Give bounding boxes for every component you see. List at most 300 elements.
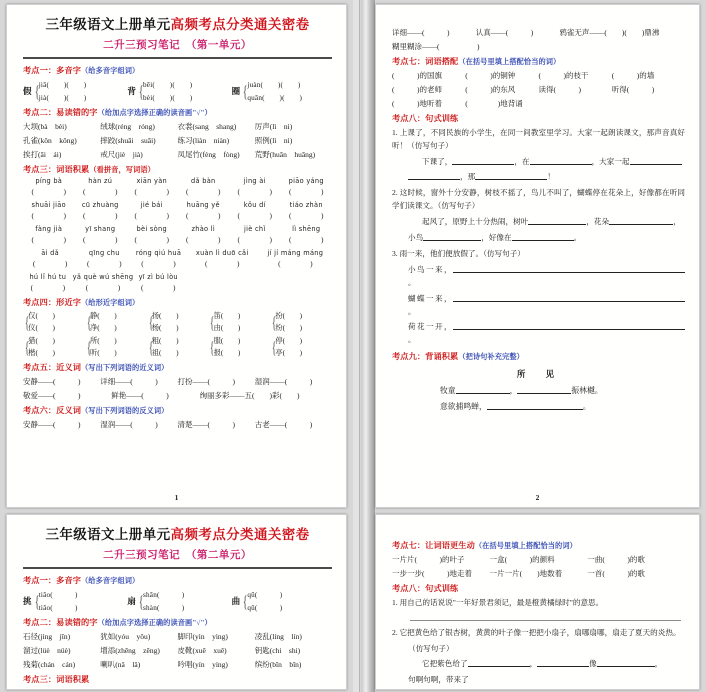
question-2-answer-line-1 — [392, 658, 685, 671]
polyphone-reading: jiǎ( )( ) — [38, 80, 87, 89]
pinyin-row — [23, 249, 332, 269]
pinyin-text: jiè chǐ — [243, 225, 266, 234]
similar-char-pair — [208, 336, 270, 358]
vivid-word-item[interactable]: 一盒( )的颜料 — [489, 554, 555, 564]
similar-char-entry[interactable]: 楷( ) — [28, 348, 55, 358]
page-title-black: 三年级语文上册单元 — [45, 17, 171, 32]
question-2-answer-line-1: 起风了，原野上十分热闹，树叶 ，花朵 ， — [422, 217, 681, 227]
brace-icon: { — [243, 591, 248, 611]
vivid-word-item[interactable]: 一曲( )的歌 — [587, 554, 645, 564]
synonym-item[interactable]: 湿润——( ) — [254, 377, 313, 387]
pinyin-cell — [75, 177, 127, 197]
vivid-word-item[interactable]: 一首( )的歌 — [587, 568, 645, 578]
collocation-item[interactable]: ( )的枝干 — [538, 70, 589, 80]
page-number: 1 — [174, 493, 179, 502]
similar-char-pair — [85, 336, 147, 358]
pinyin-text: lì shēng — [292, 225, 321, 234]
pronunciation-item: 残菊(chán cán) — [23, 659, 76, 669]
answer-blank[interactable]: ( ) — [186, 211, 221, 221]
section-heading-3 — [23, 165, 332, 175]
answer-blank[interactable]: ( ) — [140, 283, 176, 293]
poem-sep: ， — [509, 386, 518, 396]
similar-char-pair — [147, 336, 209, 358]
pinyin-text: cū zhuàng — [81, 201, 119, 210]
page-slot-2 — [353, 0, 706, 510]
pinyin-text: fàng jià — [35, 225, 63, 234]
section-1-hint: （给多音字组词） — [81, 576, 140, 585]
section-heading-2 — [23, 108, 332, 118]
brace-icon: { — [34, 591, 39, 611]
pinyin-cell-empty — [233, 273, 283, 293]
page-subtitle: 二升三预习笔记 （第二单元） — [103, 549, 252, 561]
polyphone-readings — [39, 80, 87, 103]
section-6-title: 考点六：反义词 — [23, 406, 82, 416]
section-heading-1 — [23, 66, 332, 76]
answer-blank[interactable] — [456, 385, 510, 394]
answer-blank[interactable]: ( ) — [278, 259, 313, 269]
page-3 — [6, 514, 347, 690]
brace-icon: { — [148, 312, 153, 332]
pinyin-text: yī zì bú lòu — [138, 273, 178, 282]
pronunciation-item: 缤纷(bīn bīn) — [254, 659, 302, 669]
antonym-row-cont — [392, 41, 685, 52]
viewer-left-edge — [353, 0, 360, 510]
polyphone-reading: tiāo( ) — [38, 590, 78, 599]
pinyin-text: xiān yàn — [136, 177, 168, 186]
collocation-item[interactable]: 听得( ) — [611, 84, 655, 94]
similar-char-entry[interactable]: 猎( ) — [28, 336, 55, 346]
pronunciation-row — [23, 631, 332, 642]
section-heading-4 — [23, 298, 332, 308]
collocation-item-empty — [539, 98, 612, 109]
pinyin-row — [23, 177, 332, 197]
answer-prefix: 小鸟 — [408, 233, 424, 243]
page-gutter-shadow — [361, 0, 375, 510]
answer-blank[interactable] — [537, 658, 589, 667]
polyphone-reading: juàn( )( ) — [247, 80, 301, 89]
antonym-row-cont — [392, 27, 685, 38]
antonym-item[interactable]: 鸦雀无声——( )( )鼎沸 — [559, 28, 660, 37]
page-title — [23, 17, 332, 34]
question-2: 2. 这时候，窗外十分安静，树枝不摇了，鸟儿不叫了，蝴蝶停在花朵上，好像都在听同学们读课文。（仿写句子） — [392, 188, 685, 211]
section-5-hint: （写出下列词语的近义词） — [81, 364, 169, 373]
pinyin-cell — [126, 225, 178, 245]
section-heading-8 — [392, 584, 685, 594]
similar-char-entry[interactable]: 祖( ) — [151, 348, 179, 358]
pinyin-text: kǒu dí — [243, 201, 266, 210]
antonym-item[interactable]: 安静——( ) — [23, 419, 81, 429]
pinyin-cell — [178, 177, 230, 197]
page-subtitle: 二升三预习笔记 （第一单元） — [103, 39, 252, 51]
page-slot-1 — [0, 0, 353, 510]
pinyin-cell — [229, 177, 281, 197]
page-4 — [375, 514, 700, 690]
pinyin-text: hú lǐ hú tu — [29, 273, 67, 282]
polyphone-char: 挑 — [23, 596, 32, 607]
section-heading-7 — [392, 57, 685, 67]
answer-blank[interactable]: ( ) — [31, 211, 66, 221]
antonym-item[interactable]: 清楚——( ) — [177, 419, 235, 429]
question-3: 3. 雨一来，他们便放假了。（仿写句子） — [392, 248, 525, 258]
answer-blank[interactable]: ( ) — [141, 259, 176, 269]
section-heading-7 — [392, 541, 685, 551]
answer-blank[interactable]: ( ) — [134, 235, 169, 245]
poem-text: 。 — [582, 402, 591, 412]
pinyin-cell — [126, 177, 178, 197]
pinyin-cell — [77, 249, 131, 269]
pinyin-cell — [229, 201, 281, 221]
pronunciation-item: 钥匙(chi shi) — [254, 645, 301, 655]
antonym-row — [23, 419, 332, 430]
section-8-title: 考点八：句式训练 — [392, 583, 459, 593]
page-title-red: 高频考点分类通关密卷 — [170, 527, 310, 542]
polyphone-item — [127, 80, 227, 103]
answer-blank[interactable] — [530, 156, 592, 165]
answer-blank[interactable] — [475, 171, 547, 180]
answer-blank[interactable]: ( ) — [134, 187, 169, 197]
similar-char-row — [23, 311, 332, 333]
pinyin-cell — [186, 249, 259, 269]
polyphone-char: 假 — [23, 86, 32, 97]
pinyin-row — [23, 225, 332, 245]
answer-sep: ， — [529, 659, 538, 669]
answer-blank[interactable]: ( ) — [186, 235, 221, 245]
brace-icon: { — [210, 312, 215, 332]
answer-sep: ，好像在 — [481, 233, 512, 243]
polyphone-reading: bēi( )( ) — [143, 80, 193, 89]
page-slot-3 — [0, 510, 353, 692]
polyphone-reading: qū( ) — [247, 590, 283, 599]
collocation-item[interactable]: ( )地听着 — [392, 98, 442, 108]
page-2 — [375, 4, 700, 508]
answer-blank[interactable] — [452, 156, 514, 165]
pinyin-text: bèi sòng — [136, 225, 167, 234]
section-heading-9 — [392, 352, 685, 362]
pronunciation-row — [23, 659, 332, 670]
answer-blank[interactable]: ( ) — [83, 187, 118, 197]
answer-blank[interactable]: ( ) — [30, 283, 66, 293]
polyphone-item — [23, 80, 123, 103]
polyphone-char: 曲 — [231, 596, 241, 607]
section-4-title: 考点四：形近字 — [23, 298, 82, 308]
pinyin-text: shuāi jiāo — [31, 201, 66, 210]
answer-sep: ，花朵 — [586, 217, 610, 227]
answer-blank[interactable]: ( ) — [186, 187, 221, 197]
pinyin-text: tiáo zhàn — [289, 201, 323, 210]
poem-text: 振林樾。 — [571, 386, 603, 396]
answer-blank[interactable] — [453, 264, 685, 273]
section-heading-8 — [392, 114, 685, 124]
answer-blank[interactable]: ( ) — [32, 259, 68, 269]
polyphone-readings — [143, 80, 192, 103]
answer-blank[interactable]: ( ) — [83, 211, 118, 221]
similar-char-entry[interactable]: 仪( ) — [28, 323, 55, 333]
brace-icon: { — [86, 337, 91, 357]
pronunciation-item: 厉声(lì nì) — [254, 121, 293, 131]
collocation-item[interactable]: ( )地背诵 — [465, 98, 523, 108]
answer-blank[interactable] — [512, 232, 574, 241]
brace-icon: { — [34, 81, 39, 101]
similar-char-entry[interactable]: 纷( ) — [275, 323, 303, 333]
answer-sep: ，那 — [460, 172, 476, 182]
pronunciation-item: 脚印(yìn yìng) — [177, 631, 228, 641]
answer-blank[interactable]: ( ) — [237, 235, 272, 245]
polyphone-char: 扇 — [127, 596, 136, 607]
answer-sep: ，大家一起 — [591, 156, 630, 166]
section-2-title: 考点二：易读错的字 — [23, 617, 98, 627]
answer-blank[interactable] — [517, 385, 571, 394]
answer-blank[interactable]: ( ) — [237, 187, 272, 197]
page-1 — [6, 4, 347, 508]
pinyin-cell — [178, 225, 230, 245]
answer-blank[interactable] — [597, 658, 655, 667]
pinyin-text: yī shang — [85, 225, 116, 234]
synonym-item[interactable]: 详细——( ) — [100, 377, 158, 387]
pinyin-cell — [178, 201, 230, 221]
collocation-item[interactable]: ( )的墙 — [611, 70, 655, 80]
collocation-item[interactable]: ( )的老师 — [392, 84, 442, 94]
antonym-item[interactable]: 古老——( ) — [254, 419, 313, 429]
similar-char-entry[interactable]: 服( ) — [213, 336, 241, 346]
polyphone-row — [23, 590, 332, 613]
question-3-answer-line: 蝴蝶一来，。 — [392, 293, 685, 319]
answer-blank[interactable] — [609, 216, 673, 225]
answer-blank[interactable]: ( ) — [289, 235, 324, 245]
question-2-answer-line-2: 句啊句啊，带来了 — [408, 675, 469, 685]
similar-char-entry[interactable]: 亭( ) — [275, 348, 303, 358]
pinyin-cell-empty — [183, 273, 233, 293]
polyphone-reading: tiǎo( ) — [38, 603, 78, 612]
pinyin-row — [23, 201, 332, 221]
answer-blank[interactable]: ( ) — [289, 187, 324, 197]
synonym-item[interactable]: 绚丽多彩——五( )彩( ) — [199, 391, 300, 401]
answer-sep: 像 — [589, 659, 597, 669]
collocation-item[interactable]: ( )的铜钟 — [465, 70, 516, 80]
poem-text: 意欲捕鸣蝉， — [440, 402, 487, 412]
pinyin-text: jí jí máng máng — [267, 249, 324, 258]
antonym-item[interactable]: 详细——( ) — [392, 28, 450, 37]
answer-blank[interactable]: ( ) — [85, 283, 121, 293]
pinyin-text: zhào lì — [191, 225, 216, 234]
brace-icon: { — [272, 337, 277, 357]
pinyin-cell — [126, 201, 178, 221]
pronunciation-row — [23, 645, 332, 656]
section-1-title: 考点一：多音字 — [23, 575, 82, 585]
brace-icon: { — [25, 337, 30, 357]
pinyin-text: āi dǎ — [41, 249, 59, 258]
section-7-title: 考点七：词语搭配 — [392, 57, 459, 66]
collocation-item[interactable]: 读得( ) — [538, 84, 581, 94]
pinyin-cell — [23, 177, 75, 197]
pronunciation-item: 喇叭(nǎ lǎ) — [100, 659, 141, 669]
page-title-red: 高频考点分类通关密卷 — [170, 17, 310, 32]
pronunciation-item: 照例(lì nì) — [254, 135, 293, 145]
section-6-hint: （写出下列词语的反义词） — [81, 407, 169, 416]
similar-char-entry[interactable]: 停( ) — [275, 336, 303, 346]
section-7-title: 考点七：让词语更生动 — [392, 541, 475, 550]
answer-blank[interactable]: ( ) — [83, 235, 118, 245]
vivid-word-item[interactable]: 一片片( )的叶子 — [392, 554, 465, 564]
answer-blank[interactable] — [468, 658, 530, 667]
answer-prefix: 荷花一开， — [408, 322, 453, 332]
answer-blank[interactable]: ( ) — [204, 259, 240, 269]
section-2-title: 考点二：易读错的字 — [23, 107, 98, 117]
pronunciation-item: 大坝(bà bèi) — [23, 121, 67, 131]
title-divider — [23, 57, 332, 59]
collocation-item[interactable]: ( )的东风 — [465, 84, 516, 94]
poem-text: 牧童 — [440, 386, 456, 396]
pronunciation-item: 石径(jìng jīn) — [23, 631, 71, 641]
pinyin-text: huāng yě — [186, 201, 220, 210]
polyphone-item — [127, 590, 227, 613]
answer-blank[interactable] — [408, 171, 460, 180]
pinyin-text: piāo yáng — [288, 177, 324, 186]
pronunciation-item: 犹如(yóu yǒu) — [100, 631, 151, 641]
section-heading-5 — [23, 363, 332, 373]
collocation-item-empty — [612, 98, 685, 109]
brace-icon: { — [272, 312, 277, 332]
pinyin-text: yǎ què wú shēng — [72, 273, 134, 282]
pinyin-text: xuàn lì duō cǎi — [195, 249, 249, 258]
pinyin-text: hàn zú — [88, 177, 113, 186]
brace-icon: { — [25, 312, 30, 332]
similar-char-entry[interactable]: 扬( ) — [151, 311, 179, 321]
section-8-title: 考点八：句式训练 — [392, 113, 459, 123]
section-9-hint: （把诗句补充完整） — [458, 353, 524, 362]
pinyin-cell — [259, 249, 332, 269]
similar-char-entry[interactable]: 笛( ) — [213, 311, 241, 321]
pronunciation-item: 练习(liàn niàn) — [177, 135, 230, 145]
vivid-word-row — [392, 568, 685, 579]
synonym-item[interactable]: 安静——( ) — [23, 377, 81, 387]
pronunciation-item: 摔跤(shuāi suāi) — [100, 135, 156, 145]
pronunciation-item: 戒尺(jiè jià) — [100, 149, 143, 159]
question-2: 2. 它把黄色给了银杏树，黄黄的叶子像一把把小扇子，扇哪扇哪，扇走了夏天的炎热。 — [392, 627, 681, 637]
answer-blank[interactable] — [630, 156, 682, 165]
similar-char-entry[interactable]: 所( ) — [89, 336, 117, 346]
page-title — [23, 527, 332, 544]
section-9-title: 考点九：背诵积累 — [392, 352, 459, 362]
answer-blank[interactable]: ( ) — [31, 187, 66, 197]
polyphone-readings — [247, 80, 302, 103]
similar-char-pair — [208, 311, 270, 333]
answer-blank[interactable] — [487, 401, 583, 410]
pinyin-text: jié bái — [140, 201, 163, 210]
pinyin-cell — [23, 273, 73, 293]
pronunciation-item: 皮靴(xuē xuě) — [177, 645, 227, 655]
answer-blank[interactable]: ( ) — [289, 211, 324, 221]
answer-blank[interactable] — [453, 321, 685, 330]
pronunciation-row — [23, 135, 332, 146]
answer-blank-line[interactable] — [410, 620, 681, 621]
section-3-hint: （看拼音，写词语） — [89, 165, 155, 174]
similar-char-pair — [147, 311, 209, 333]
polyphone-reading: jià( )( ) — [38, 93, 87, 102]
synonym-item[interactable]: 鲜艳——( ) — [111, 391, 169, 401]
similar-char-entry[interactable]: 扮( ) — [275, 311, 303, 321]
brace-icon: { — [138, 81, 144, 101]
antonym-item[interactable]: 认真——( ) — [475, 28, 534, 37]
question-1: 1. 上课了，不同民族的小学生，在同一间教室里学习。大家一起朗读课文，那声音真好听！（仿写句子） — [392, 127, 685, 150]
brace-icon: { — [148, 337, 153, 357]
pinyin-text: róng qiú huā — [135, 249, 182, 258]
pinyin-cell — [133, 273, 183, 293]
similar-char-entry[interactable]: 粗( ) — [151, 336, 179, 346]
answer-blank[interactable]: ( ) — [87, 259, 122, 269]
answer-blank[interactable]: ( ) — [237, 211, 272, 221]
pronunciation-item: 增添(zhēng zēng) — [100, 645, 160, 655]
pronunciation-item: 孔雀(kǒn kǒng) — [23, 135, 77, 145]
brace-icon: { — [210, 337, 215, 357]
viewer-left-edge — [353, 510, 360, 692]
answer-blank[interactable] — [453, 293, 685, 302]
pinyin-cell — [73, 273, 134, 293]
synonym-item[interactable]: 打扮——( ) — [177, 377, 235, 387]
vivid-word-item[interactable]: 一步一步( )地走着 — [392, 568, 472, 578]
section-2-hint: （给加点字选择正确的读音画"√"） — [97, 108, 212, 117]
answer-blank[interactable] — [423, 232, 481, 241]
pronunciation-row — [23, 121, 332, 132]
polyphone-reading: shān( ) — [143, 590, 185, 599]
answer-blank[interactable]: ( ) — [31, 235, 66, 245]
answer-blank[interactable]: ( ) — [134, 211, 169, 221]
antonym-item[interactable]: 糊里糊涂——( ) — [392, 42, 480, 51]
question-3-answer-line: 荷花一开，。 — [392, 321, 685, 347]
pinyin-text: píng bà — [35, 177, 63, 186]
polyphone-readings — [143, 590, 184, 613]
pinyin-row — [23, 273, 332, 293]
similar-char-pair — [85, 311, 147, 333]
collocation-row — [392, 98, 685, 109]
similar-char-entry[interactable]: 听( ) — [89, 348, 117, 358]
answer-blank[interactable] — [528, 216, 586, 225]
answer-prefix: 下课了， — [422, 156, 453, 166]
pronunciation-row — [23, 149, 332, 160]
pinyin-cell-empty — [282, 273, 332, 293]
similar-char-pair — [270, 311, 332, 333]
similar-char-entry[interactable]: 净( ) — [89, 323, 117, 333]
polyphone-char: 圈 — [231, 86, 241, 97]
section-4-hint: （给形近字组词） — [81, 299, 140, 308]
poem-title: 所 见 — [516, 370, 561, 380]
question-3-answer-line: 小鸟一来，。 — [392, 264, 685, 290]
polyphone-readings — [39, 590, 78, 613]
similar-char-entry[interactable]: 杨( ) — [151, 323, 179, 333]
vivid-word-item[interactable]: 一片一片( )地数着 — [489, 568, 563, 578]
similar-char-entry[interactable]: 报( ) — [213, 348, 241, 358]
similar-char-pair — [23, 311, 85, 333]
question-2-answer-line-2: 小鸟 ，好像在 。 — [408, 233, 582, 243]
collocation-row — [392, 70, 685, 81]
polyphone-char: 背 — [127, 86, 136, 97]
pinyin-cell — [23, 225, 75, 245]
synonym-item[interactable]: 敬爱——( ) — [23, 391, 81, 401]
similar-char-entry[interactable]: 仅( ) — [28, 311, 55, 321]
section-1-title: 考点一：多音字 — [23, 65, 82, 75]
page-number: 2 — [535, 493, 540, 502]
antonym-item[interactable]: 湿润——( ) — [100, 419, 158, 429]
polyphone-item — [232, 590, 332, 613]
similar-char-entry[interactable]: 静( ) — [89, 311, 117, 321]
pronunciation-item: 凌乱(líng lín) — [254, 631, 302, 641]
collocation-item[interactable]: ( )的国旗 — [392, 70, 442, 80]
similar-char-entry[interactable]: 由( ) — [213, 323, 241, 333]
pronunciation-item: 荒野(huān huāng) — [254, 149, 316, 159]
poem-line-1 — [392, 385, 685, 396]
similar-char-pair — [270, 336, 332, 358]
page-slot-4 — [353, 510, 706, 692]
brace-icon: { — [138, 591, 144, 611]
